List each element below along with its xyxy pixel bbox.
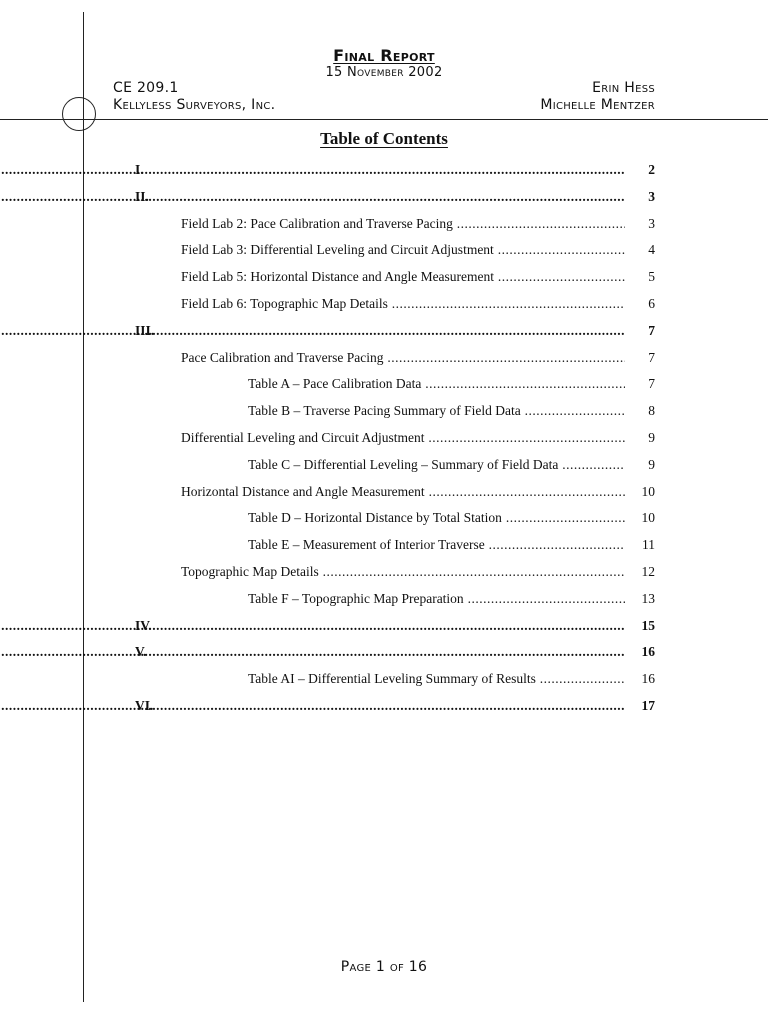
toc-entry-text: Differential Leveling and Circuit Adjustment ..... xyxy=(181,425,625,452)
toc-entry-text xyxy=(0,639,625,666)
company-name: Kellyless Surveyors, Inc. xyxy=(113,97,276,113)
toc-entry-table-b[interactable] xyxy=(135,398,655,425)
toc-entry-table-f[interactable] xyxy=(135,586,655,613)
toc-entry-page: 17 xyxy=(641,697,655,713)
toc-entry-page: 9 xyxy=(648,456,655,472)
toc-entry-text xyxy=(0,613,625,640)
toc-entry-table-d[interactable] xyxy=(135,505,655,532)
toc-entry-text: Pace Calibration and Traverse Pacing ..... xyxy=(181,345,625,372)
header-horizontal-rule xyxy=(0,119,768,120)
toc-entry-text: Table AI – Differential Leveling Summary of Results ..... xyxy=(248,666,625,693)
toc-entry-differential-leveling[interactable] xyxy=(135,425,655,452)
table-of-contents xyxy=(135,157,655,720)
author-2: Michelle Mentzer xyxy=(540,97,655,113)
toc-entry-page: 16 xyxy=(641,644,655,660)
toc-entry-appendix-a[interactable] xyxy=(135,639,655,666)
toc-entry-page: 10 xyxy=(641,510,655,526)
toc-entry-explanation-of-labs[interactable] xyxy=(135,184,655,211)
toc-entry-pace-calibration[interactable] xyxy=(135,345,655,372)
toc-entry-page: 13 xyxy=(641,590,655,606)
toc-entry-text: Table A – Pace Calibration Data ..... xyxy=(248,371,625,398)
toc-entry-page: 12 xyxy=(641,563,655,579)
toc-entry-introduction[interactable] xyxy=(135,157,655,184)
toc-entry-text: Table E – Measurement of Interior Traverse ..... xyxy=(248,532,625,559)
toc-entry-text xyxy=(0,184,625,211)
course-number: CE 209.1 xyxy=(113,80,179,96)
toc-entry-text: Table C – Differential Leveling – Summary of Field Data ..... xyxy=(248,452,625,479)
toc-entry-page: 6 xyxy=(648,295,655,311)
toc-entry-number: V. xyxy=(135,644,147,660)
toc-entry-page: 7 xyxy=(648,349,655,365)
margin-circle-mark xyxy=(62,97,96,131)
toc-entry-appendix-b[interactable] xyxy=(135,693,655,720)
toc-entry-text: Table F – Topographic Map Preparation ..... xyxy=(248,586,625,613)
toc-entry-text xyxy=(0,693,625,720)
toc-entry-field-lab-6[interactable] xyxy=(135,291,655,318)
toc-entry-field-lab-2[interactable] xyxy=(135,211,655,238)
page-number-footer: Page 1 of 16 xyxy=(340,959,428,975)
toc-entry-text: Horizontal Distance and Angle Measurement ..... xyxy=(181,479,625,506)
toc-entry-number: III. xyxy=(135,322,155,338)
toc-entry-page: 16 xyxy=(641,671,655,687)
toc-entry-text: Table B – Traverse Pacing Summary of Field Data ..... xyxy=(248,398,625,425)
toc-entry-text: Field Lab 6: Topographic Map Details ..... xyxy=(181,291,625,318)
toc-entry-number: VI. xyxy=(135,697,154,713)
toc-entry-text: Field Lab 5: Horizontal Distance and Angle Measurement ..... xyxy=(181,264,625,291)
toc-entry-office-computation-methods[interactable] xyxy=(135,318,655,345)
toc-title: Table of Contents xyxy=(320,129,448,148)
toc-entry-number: II. xyxy=(135,188,149,204)
toc-entry-page: 9 xyxy=(648,429,655,445)
toc-entry-page: 11 xyxy=(642,537,655,553)
toc-entry-page: 7 xyxy=(648,376,655,392)
toc-entry-table-ai[interactable] xyxy=(135,666,655,693)
toc-entry-table-e[interactable] xyxy=(135,532,655,559)
toc-entry-page: 5 xyxy=(648,269,655,285)
report-title: Final Report xyxy=(333,46,435,65)
toc-entry-text: Table D – Horizontal Distance by Total Station ..... xyxy=(248,505,625,532)
toc-entry-page: 7 xyxy=(648,322,655,338)
author-1: Erin Hess xyxy=(592,80,655,96)
toc-entry-number: IV. xyxy=(135,617,152,633)
toc-entry-page: 3 xyxy=(648,215,655,231)
toc-entry-conclusions[interactable] xyxy=(135,613,655,640)
toc-entry-topographic-map-details[interactable] xyxy=(135,559,655,586)
toc-entry-text xyxy=(0,318,625,345)
toc-entry-page: 3 xyxy=(648,188,655,204)
toc-entry-horizontal-distance[interactable] xyxy=(135,479,655,506)
toc-entry-field-lab-3[interactable] xyxy=(135,237,655,264)
toc-entry-text: Field Lab 2: Pace Calibration and Traverse Pacing ..... xyxy=(181,211,625,238)
report-date: 15 November 2002 xyxy=(325,65,443,80)
toc-entry-page: 8 xyxy=(648,403,655,419)
toc-entry-page: 15 xyxy=(641,617,655,633)
toc-entry-page: 2 xyxy=(648,162,655,177)
toc-entry-page: 10 xyxy=(641,483,655,499)
toc-entry-text xyxy=(0,157,625,184)
toc-entry-table-c[interactable] xyxy=(135,452,655,479)
toc-entry-page: 4 xyxy=(648,242,655,258)
toc-entry-table-a[interactable] xyxy=(135,371,655,398)
toc-entry-number: I. xyxy=(135,162,144,177)
toc-entry-field-lab-5[interactable] xyxy=(135,264,655,291)
toc-entry-text: Topographic Map Details ..... xyxy=(181,559,625,586)
toc-entry-text: Field Lab 3: Differential Leveling and Circuit Adjustment ..... xyxy=(181,237,625,264)
